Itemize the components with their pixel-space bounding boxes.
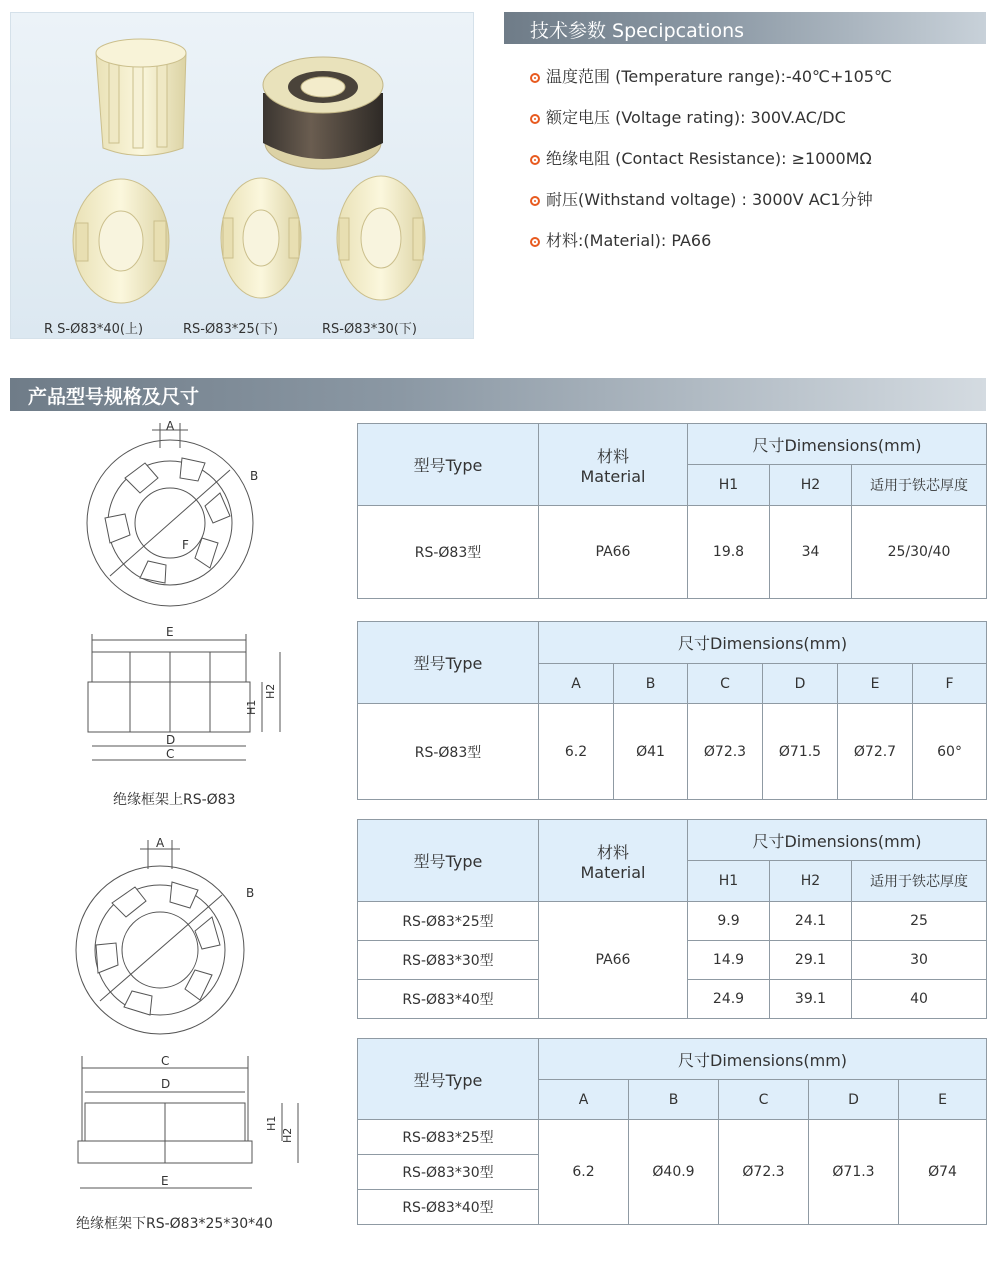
section-title: 产品型号规格及尺寸 [28, 386, 200, 408]
spec-title: 技术参数 Specipcations [530, 20, 745, 42]
cell-thickness: 25 [852, 902, 987, 941]
cell-d: Ø71.3 [809, 1120, 899, 1225]
cell-type: RS-Ø83*25型 [358, 1120, 539, 1155]
col-header-thickness: 适用于铁芯厚度 [852, 861, 987, 902]
bullet-icon [530, 73, 540, 83]
dim-label-b: B [250, 469, 259, 483]
dim-label-f: F [182, 538, 189, 552]
table-lower-dimensions-ae [357, 1038, 987, 1225]
col-header-thickness: 适用于铁芯厚度 [852, 465, 987, 506]
cell-h1: 19.8 [688, 506, 770, 599]
cell-h2: 29.1 [770, 941, 852, 980]
cell-h2: 24.1 [770, 902, 852, 941]
col-header-h2: H2 [770, 861, 852, 902]
cell-b: Ø41 [614, 704, 688, 800]
spec-item-voltage: 额定电压 (Voltage rating): 300V.AC/DC [530, 105, 846, 128]
frame-photo-40 [73, 179, 169, 303]
cell-type: RS-Ø83*40型 [358, 1190, 539, 1225]
cell-type: RS-Ø83型 [358, 506, 539, 599]
photo-caption-25: RS-Ø83*25(下) [183, 322, 278, 337]
cell-h1: 14.9 [688, 941, 770, 980]
dimensions-header: 尺寸Dimensions(mm) [539, 622, 987, 664]
type-header: 型号Type [358, 1039, 539, 1120]
cell-type: RS-Ø83*30型 [358, 1155, 539, 1190]
dim-label-c: C [166, 747, 175, 761]
cell-type: RS-Ø83型 [358, 704, 539, 800]
cell-e: Ø74 [899, 1120, 987, 1225]
col-header-h1: H1 [688, 465, 770, 506]
upper-frame-side-view [70, 622, 310, 772]
table-upper-dimensions-h [357, 423, 987, 599]
cell-c: Ø72.3 [688, 704, 763, 800]
frame-photo-upper [96, 39, 186, 156]
lower-frame-caption: 绝缘框架下RS-Ø83*25*30*40 [76, 1216, 273, 1232]
bullet-icon [530, 155, 540, 165]
cell-material: PA66 [539, 506, 688, 599]
cell-c: Ø72.3 [719, 1120, 809, 1225]
cell-thickness: 25/30/40 [852, 506, 987, 599]
photo-caption-40: R S-Ø83*40(上) [44, 322, 144, 337]
table-row [358, 902, 987, 941]
lower-frame-top-view [70, 835, 310, 1035]
product-photos [11, 13, 473, 338]
cell-a: 6.2 [539, 1120, 629, 1225]
col-header-b: B [614, 664, 688, 704]
table-row [358, 506, 987, 599]
spec-item-resistance: 绝缘电阻 (Contact Resistance): ≥1000MΩ [530, 146, 872, 169]
dimensions-header: 尺寸Dimensions(mm) [688, 820, 987, 861]
type-header: 型号Type [358, 820, 539, 902]
stator-photo [263, 57, 383, 169]
col-header-b: B [629, 1080, 719, 1120]
table-row [358, 704, 987, 800]
type-header: 型号Type [358, 622, 539, 704]
type-header: 型号Type [358, 424, 539, 506]
cell-thickness: 40 [852, 980, 987, 1019]
table-lower-dimensions-h [357, 819, 987, 1019]
dim-label-h1: H1 [245, 699, 258, 715]
cell-type: RS-Ø83*30型 [358, 941, 539, 980]
cell-e: Ø72.7 [838, 704, 913, 800]
cell-h2: 34 [770, 506, 852, 599]
cell-d: Ø71.5 [763, 704, 838, 800]
dim-label-e: E [166, 625, 174, 639]
spec-item-material: 材料:(Material): PA66 [530, 228, 711, 251]
cell-h2: 39.1 [770, 980, 852, 1019]
lower-frame-side-view [70, 1048, 310, 1198]
dim-label-d: D [166, 733, 176, 747]
cell-type: RS-Ø83*40型 [358, 980, 539, 1019]
cell-a: 6.2 [539, 704, 614, 800]
cell-b: Ø40.9 [629, 1120, 719, 1225]
cell-type: RS-Ø83*25型 [358, 902, 539, 941]
bullet-icon [530, 114, 540, 124]
material-header: 材料 Material [539, 820, 688, 902]
dim-label-h2: H2 [281, 1127, 294, 1143]
table-row [358, 1120, 987, 1155]
dim-label-a: A [166, 419, 175, 433]
spec-item-withstand: 耐压(Withstand voltage) : 3000V AC1分钟 [530, 187, 873, 210]
dimensions-header: 尺寸Dimensions(mm) [539, 1039, 987, 1080]
spec-header-bar [504, 12, 986, 44]
bullet-icon [530, 237, 540, 247]
upper-frame-top-view [70, 418, 310, 608]
photo-caption-30: RS-Ø83*30(下) [322, 322, 417, 337]
cell-h1: 24.9 [688, 980, 770, 1019]
col-header-c: C [719, 1080, 809, 1120]
table-upper-dimensions-af [357, 621, 987, 800]
product-photo-panel [10, 12, 474, 339]
dim-label-d: D [161, 1077, 171, 1091]
col-header-f: F [913, 664, 987, 704]
dim-label-h1: H1 [265, 1115, 278, 1131]
cell-f: 60° [913, 704, 987, 800]
dim-label-c: C [161, 1054, 170, 1068]
material-header: 材料 Material [539, 424, 688, 506]
col-header-e: E [838, 664, 913, 704]
col-header-e: E [899, 1080, 987, 1120]
col-header-h2: H2 [770, 465, 852, 506]
upper-frame-caption: 绝缘框架上RS-Ø83 [113, 792, 236, 808]
bullet-icon [530, 196, 540, 206]
dimensions-header: 尺寸Dimensions(mm) [688, 424, 987, 465]
cell-material: PA66 [539, 902, 688, 1019]
col-header-a: A [539, 664, 614, 704]
dim-label-b: B [246, 886, 255, 900]
col-header-c: C [688, 664, 763, 704]
col-header-a: A [539, 1080, 629, 1120]
col-header-d: D [809, 1080, 899, 1120]
frame-photo-30 [337, 176, 425, 300]
col-header-d: D [763, 664, 838, 704]
cell-h1: 9.9 [688, 902, 770, 941]
frame-photo-25 [221, 178, 301, 298]
col-header-h1: H1 [688, 861, 770, 902]
cell-thickness: 30 [852, 941, 987, 980]
dim-label-e: E [161, 1174, 169, 1188]
spec-item-temperature: 温度范围 (Temperature range):-40℃+105℃ [530, 64, 892, 87]
dim-label-h2: H2 [264, 683, 277, 699]
dim-label-a: A [156, 836, 165, 850]
section-header-bar [10, 378, 986, 411]
